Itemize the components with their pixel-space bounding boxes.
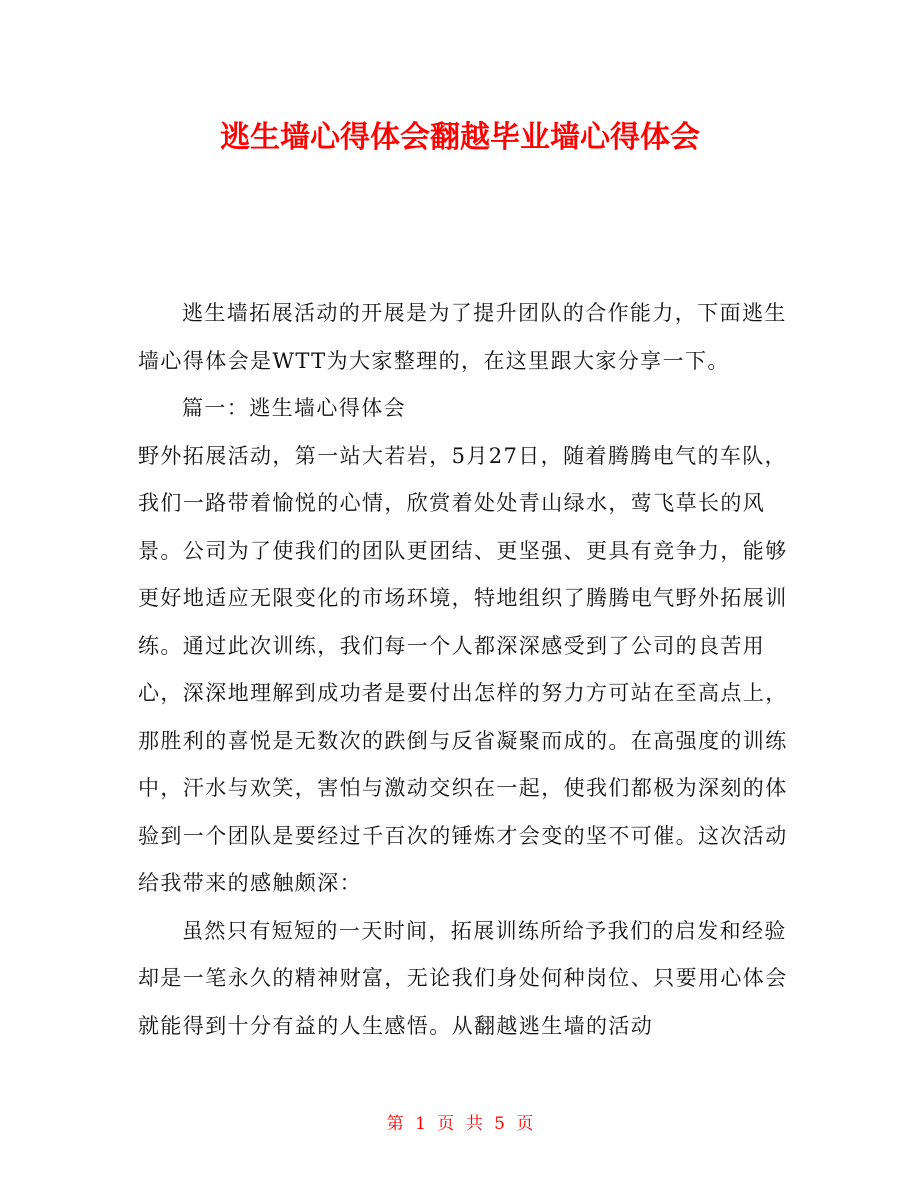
body-paragraph: 野外拓展活动，第一站大若岩，5月27日，随着腾腾电气的车队，我们一路带着愉悦的心情，欣赏着处处青山绿水，莺飞草长的风景。公司为了使我们的团队更团结、更坚强、更具有竞争力，能够更好地适应无限变化的市场环境，特地组织了腾腾电气野外拓展训练。通过此次训练，我们每一个人都深深感受到了公司的良苦用心，深深地理解到成功者是要付出怎样的努力方可站在至高点上，那胜利的喜悦是无数次的跌倒与反省凝聚而成的。在高强度的训练中，汗水与欢笑，害怕与激动交织在一起，使我们都极为深刻的体验到一个团队是要经过千百次的锤炼才会变的坚不可催。这次活动给我带来的感触颇深： bbox=[138, 443, 788, 895]
document-body bbox=[138, 290, 788, 1050]
page-number: 第 1 页 共 5 页 bbox=[386, 1114, 534, 1134]
document-title: 逃生墙心得体会翻越毕业墙心得体会 bbox=[220, 120, 700, 155]
body-paragraph: 虽然只有短短的一天时间，拓展训练所给予我们的启发和经验却是一笔永久的精神财富，无论我们身处何种岗位、只要用心体会就能得到十分有益的人生感悟。从翻越逃生墙的活动 bbox=[138, 918, 788, 1038]
section-heading: 篇一：逃生墙心得体会 bbox=[182, 396, 406, 420]
intro-paragraph: 逃生墙拓展活动的开展是为了提升团队的合作能力，下面逃生墙心得体会是WTT为大家整理的，在这里跟大家分享一下。 bbox=[138, 301, 787, 373]
